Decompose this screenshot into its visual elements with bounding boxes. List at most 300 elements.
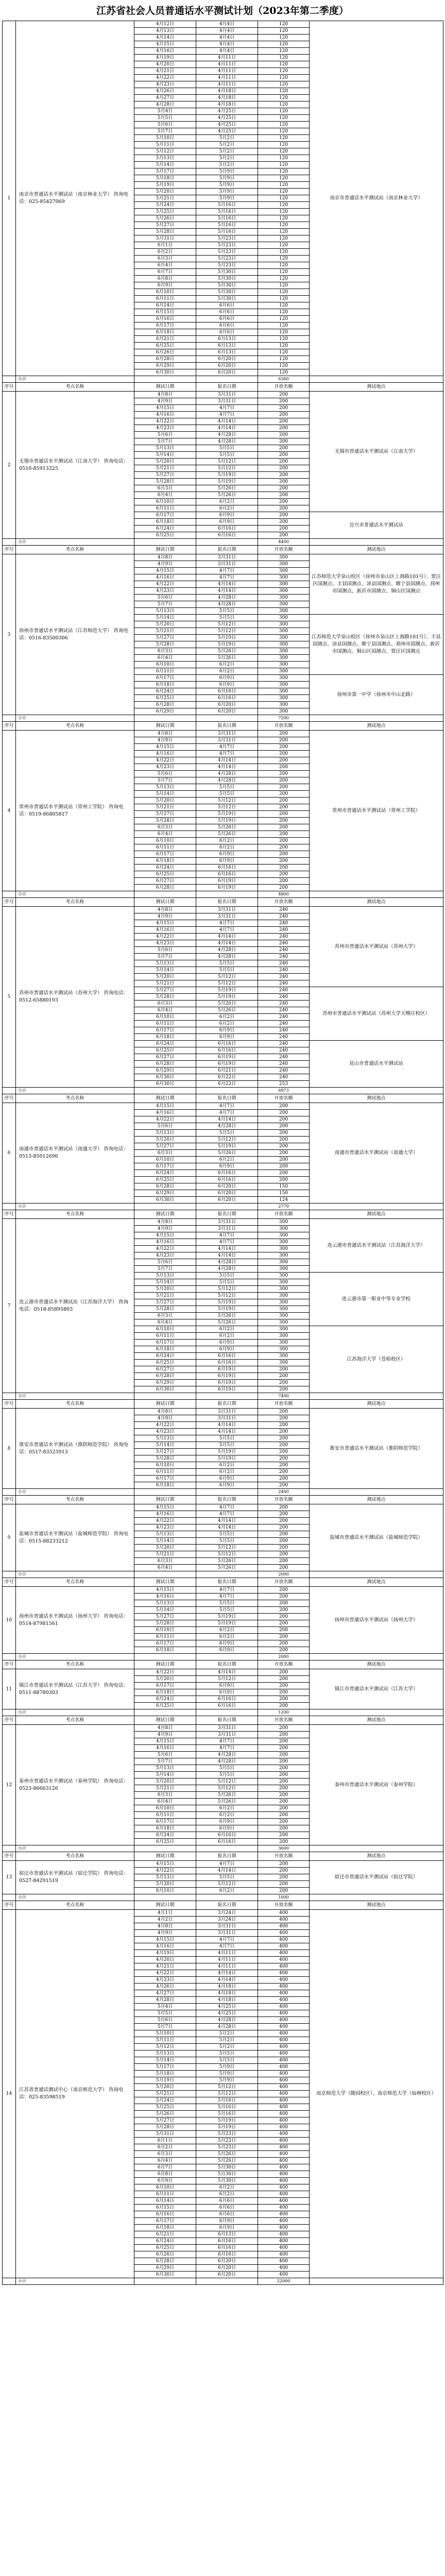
- header-quota: 开放名额: [258, 1496, 310, 1504]
- test-date: 4月27日: [134, 95, 196, 101]
- signup-date: 5月19日: [196, 994, 258, 1001]
- quota: 120: [258, 202, 310, 209]
- center-number: 4: [3, 731, 16, 891]
- center-number: 14: [3, 1910, 16, 2278]
- test-date: 5月13日: [134, 1765, 196, 1772]
- header-location: 测试地点: [310, 1496, 443, 1504]
- center-number: 10: [3, 1587, 16, 1654]
- quota: 120: [258, 309, 310, 316]
- signup-date: 5月26日: [196, 492, 258, 499]
- subtotal-no: [3, 891, 16, 898]
- test-date: 4月22日: [134, 934, 196, 940]
- test-date: 6月9日: [134, 2178, 196, 2184]
- subtotal-no: [3, 1709, 16, 1716]
- signup-date: 5月12日: [196, 1286, 258, 1293]
- signup-date: 3月31日: [196, 731, 258, 737]
- signup-date: 6月16日: [196, 526, 258, 532]
- quota: 400: [258, 2104, 310, 2111]
- test-date: 6月30日: [134, 369, 196, 376]
- signup-date: 5月26日: [196, 485, 258, 492]
- center-number: 5: [3, 907, 16, 1088]
- signup-date: 6月20日: [196, 363, 258, 369]
- quota: 200: [258, 1832, 310, 1839]
- center-number: 11: [3, 1669, 16, 1709]
- test-date: 6月4日: [134, 1565, 196, 1571]
- subtotal-row: [3, 1654, 443, 1660]
- signup-date: 4月25日: [196, 2010, 258, 2017]
- signup-date: 5月19日: [196, 1614, 258, 1620]
- signup-date: 6月21日: [196, 1067, 258, 1074]
- subtotal-no: [3, 1894, 16, 1901]
- table-row: [3, 1409, 443, 1415]
- header-signup-date: 报名日期: [196, 1901, 258, 1910]
- signup-date: 4月7日: [196, 920, 258, 927]
- signup-date: 4月14日: [196, 1116, 258, 1123]
- test-location: 淮安市普通话水平测试站（淮阴师范学院）: [310, 1409, 443, 1489]
- subtotal-row: [3, 715, 443, 722]
- center-number: 2: [3, 392, 16, 539]
- test-date: 4月8日: [134, 1725, 196, 1732]
- test-date: 6月11日: [134, 844, 196, 851]
- signup-date: 6月2日: [196, 1462, 258, 1469]
- signup-date: 5月2日: [196, 2037, 258, 2044]
- test-date: 5月20日: [134, 1676, 196, 1683]
- subtotal-row: [3, 1845, 443, 1852]
- signup-date: 5月5日: [196, 1538, 258, 1545]
- subtotal-blank: [134, 1845, 196, 1852]
- signup-date: 6月16日: [196, 1360, 258, 1366]
- signup-date: 4月11日: [196, 61, 258, 68]
- test-date: 5月14日: [134, 967, 196, 974]
- signup-date: 6月2日: [196, 838, 258, 844]
- signup-date: 6月22日: [196, 1081, 258, 1088]
- signup-date: 4月11日: [196, 68, 258, 75]
- test-date: 5月21日: [134, 804, 196, 811]
- test-date: 5月17日: [134, 2064, 196, 2071]
- quota: 200: [258, 1538, 310, 1545]
- signup-date: 6月16日: [196, 2245, 258, 2251]
- signup-date: 5月16日: [196, 202, 258, 209]
- quota: 253: [258, 1081, 310, 1088]
- table-row: [3, 907, 443, 913]
- quota: 240: [258, 1001, 310, 1007]
- subtotal-value: 7400: [258, 1393, 310, 1400]
- test-date: 6月10日: [134, 1014, 196, 1021]
- header-test-date: 测试日期: [134, 1094, 196, 1103]
- test-date: 6月25日: [134, 343, 196, 349]
- signup-date: 4月7日: [196, 1587, 258, 1594]
- quota: 400: [258, 1910, 310, 1917]
- test-date: 5月10日: [134, 2030, 196, 2037]
- header-no: 序号: [3, 546, 16, 554]
- signup-date: 6月2日: [196, 1634, 258, 1640]
- signup-date: 3月31日: [196, 1732, 258, 1738]
- quota: 400: [258, 2024, 310, 2030]
- signup-date: 6月9日: [196, 1034, 258, 1041]
- header-quota: 开放名额: [258, 1852, 310, 1861]
- test-date: 5月28日: [134, 1455, 196, 1462]
- test-date: 5月6日: [134, 432, 196, 438]
- quota: 120: [258, 68, 310, 75]
- test-date: 4月1日: [134, 1910, 196, 1917]
- header-center: 考点名称: [16, 1094, 134, 1103]
- quota: 300: [258, 615, 310, 621]
- test-date: 6月17日: [134, 323, 196, 329]
- signup-date: 5月9日: [196, 189, 258, 195]
- quota: 240: [258, 1014, 310, 1021]
- signup-date: 4月7日: [196, 1239, 258, 1246]
- quota: 120: [258, 302, 310, 309]
- signup-date: 5月5日: [196, 784, 258, 791]
- quota: 200: [258, 1805, 310, 1812]
- quota: 300: [258, 1293, 310, 1299]
- quota: 200: [258, 791, 310, 798]
- quota: 200: [258, 532, 310, 539]
- subtotal-value: 6973: [258, 1088, 310, 1094]
- quota: 200: [258, 1587, 310, 1594]
- quota: 400: [258, 2265, 310, 2272]
- quota: 120: [258, 209, 310, 215]
- quota: 400: [258, 2198, 310, 2205]
- test-date: 5月14日: [134, 615, 196, 621]
- signup-date: 6月6日: [196, 302, 258, 309]
- quota: 124: [258, 1197, 310, 1204]
- header-signup-date: 报名日期: [196, 1496, 258, 1504]
- signup-date: 4月18日: [196, 1984, 258, 1990]
- subtotal-label: 小计: [16, 1709, 134, 1716]
- quota: 400: [258, 2010, 310, 2017]
- quota: 400: [258, 2231, 310, 2238]
- quota: 300: [258, 1333, 310, 1340]
- subtotal-blank: [134, 376, 196, 383]
- subtotal-value: 2000: [258, 1654, 310, 1660]
- quota: 200: [258, 1462, 310, 1469]
- quota: 120: [258, 135, 310, 142]
- subtotal-blank: [196, 1204, 258, 1210]
- quota: 400: [258, 2030, 310, 2037]
- subtotal-blank: [134, 1894, 196, 1901]
- quota: 400: [258, 2171, 310, 2178]
- test-location: 南京市普通话水平测试站（南京林业大学）: [310, 21, 443, 376]
- signup-date: 4月7日: [196, 744, 258, 751]
- quota: 120: [258, 195, 310, 202]
- signup-date: 4月14日: [196, 1669, 258, 1676]
- signup-date: 6月9日: [196, 1476, 258, 1482]
- subtotal-blank: [196, 2278, 258, 2285]
- signup-date: 5月30日: [196, 296, 258, 302]
- test-date: 6月27日: [134, 878, 196, 885]
- test-date: 4月23日: [134, 1977, 196, 1984]
- signup-date: 3月31日: [196, 1415, 258, 1422]
- header-quota: 开放名额: [258, 722, 310, 731]
- header-signup-date: 报名日期: [196, 1852, 258, 1861]
- test-date: 5月6日: [134, 771, 196, 777]
- subtotal-blank: [310, 1088, 443, 1094]
- test-date: 4月16日: [134, 48, 196, 55]
- header-signup-date: 报名日期: [196, 383, 258, 392]
- test-date: 6月3日: [134, 2151, 196, 2158]
- center-number: 6: [3, 1103, 16, 1204]
- subtotal-blank: [310, 891, 443, 898]
- header-row: [3, 383, 443, 392]
- test-date: 5月13日: [134, 784, 196, 791]
- test-date: 6月3日: [134, 1558, 196, 1565]
- signup-date: 5月26日: [196, 1007, 258, 1014]
- header-test-date: 测试日期: [134, 1901, 196, 1910]
- test-date: 6月3日: [134, 824, 196, 831]
- test-date: 6月25日: [134, 1703, 196, 1709]
- signup-date: 6月20日: [196, 708, 258, 715]
- signup-date: 4月28日: [196, 771, 258, 777]
- signup-date: 3月31日: [196, 737, 258, 744]
- quota: 200: [258, 1449, 310, 1455]
- quota: 300: [258, 1313, 310, 1319]
- test-date: 4月23日: [134, 1252, 196, 1259]
- header-signup-date: 报名日期: [196, 1210, 258, 1219]
- test-date: 6月18日: [134, 858, 196, 865]
- test-date: 4月16日: [134, 927, 196, 934]
- header-center: 考点名称: [16, 1660, 134, 1669]
- test-date: 6月4日: [134, 831, 196, 838]
- signup-date: 5月19日: [196, 1306, 258, 1313]
- signup-date: 6月9日: [196, 2218, 258, 2225]
- signup-date: 6月16日: [196, 1703, 258, 1709]
- test-date: 6月24日: [134, 526, 196, 532]
- header-quota: 开放名额: [258, 1400, 310, 1409]
- quota: 300: [258, 695, 310, 702]
- test-date: 5月12日: [134, 148, 196, 155]
- header-row: [3, 898, 443, 907]
- quota: 300: [258, 1299, 310, 1306]
- center-name: 镇江市普通话水平测试站（江苏大学） 咨询电话：0511-88780303: [16, 1669, 134, 1709]
- subtotal-row: [3, 1709, 443, 1716]
- test-date: 6月29日: [134, 1067, 196, 1074]
- header-center: 考点名称: [16, 898, 134, 907]
- quota: 200: [258, 1150, 310, 1157]
- signup-date: 6月9日: [196, 682, 258, 688]
- test-date: 4月15日: [134, 1103, 196, 1110]
- signup-date: 6月20日: [196, 1183, 258, 1190]
- subtotal-row: [3, 1894, 443, 1901]
- quota: 200: [258, 1861, 310, 1868]
- quota: 400: [258, 2245, 310, 2251]
- quota: 120: [258, 229, 310, 235]
- signup-date: 3月31日: [196, 1930, 258, 1937]
- quota: 300: [258, 641, 310, 648]
- test-date: 4月16日: [134, 1745, 196, 1752]
- test-date: 6月29日: [134, 708, 196, 715]
- quota: 240: [258, 967, 310, 974]
- quota: 120: [258, 289, 310, 296]
- test-date: 5月6日: [134, 947, 196, 954]
- test-date: 5月20日: [134, 1286, 196, 1293]
- quota: 400: [258, 2044, 310, 2050]
- header-signup-date: 报名日期: [196, 546, 258, 554]
- signup-date: 5月12日: [196, 980, 258, 987]
- quota: 200: [258, 838, 310, 844]
- header-quota: 开放名额: [258, 1660, 310, 1669]
- quota: 400: [258, 1943, 310, 1950]
- quota: 400: [258, 2225, 310, 2231]
- quota: 120: [258, 48, 310, 55]
- signup-date: 5月5日: [196, 960, 258, 967]
- test-date: 5月19日: [134, 2077, 196, 2084]
- test-date: 6月25日: [134, 1177, 196, 1183]
- quota: 200: [258, 764, 310, 771]
- quota: 300: [258, 635, 310, 641]
- test-date: 6月2日: [134, 2144, 196, 2151]
- signup-date: 4月28日: [196, 777, 258, 784]
- signup-date: 3月31日: [196, 561, 258, 568]
- quota: 400: [258, 1984, 310, 1990]
- test-date: 6月11日: [134, 296, 196, 302]
- test-date: 5月26日: [134, 2111, 196, 2117]
- signup-date: 6月16日: [196, 2238, 258, 2245]
- test-date: 4月22日: [134, 581, 196, 588]
- signup-date: 5月19日: [196, 479, 258, 485]
- center-name: 常州市普通话水平测试站（常州工学院） 咨询电话：0519-86805817: [16, 731, 134, 891]
- subtotal-blank: [310, 376, 443, 383]
- test-location: 连云港市普通话水平测试站（江苏海洋大学）: [310, 1219, 443, 1273]
- test-date: 6月16日: [134, 2211, 196, 2218]
- signup-date: 6月16日: [196, 1832, 258, 1839]
- signup-date: 4月14日: [196, 1977, 258, 1984]
- quota: 200: [258, 1442, 310, 1449]
- test-date: 4月15日: [134, 1861, 196, 1868]
- quota: 400: [258, 2071, 310, 2077]
- signup-date: 4月11日: [196, 81, 258, 88]
- test-date: 5月25日: [134, 209, 196, 215]
- quota: 120: [258, 329, 310, 336]
- signup-date: 6月2日: [196, 1021, 258, 1027]
- test-date: 6月18日: [134, 2225, 196, 2231]
- header-no: 序号: [3, 1094, 16, 1103]
- test-date: 6月3日: [134, 256, 196, 262]
- test-date: 5月6日: [134, 2017, 196, 2024]
- header-location: 测试地点: [310, 1660, 443, 1669]
- quota: 200: [258, 818, 310, 824]
- quota: 400: [258, 2218, 310, 2225]
- quota: 200: [258, 479, 310, 485]
- test-date: 5月28日: [134, 1620, 196, 1627]
- test-location: 盐城市普通话水平测试站（盐城师范学院）: [310, 1504, 443, 1571]
- quota: 300: [258, 1340, 310, 1346]
- quota: 200: [258, 398, 310, 405]
- test-date: 5月7日: [134, 1266, 196, 1273]
- test-date: 6月10日: [134, 2184, 196, 2191]
- signup-date: 5月5日: [196, 615, 258, 621]
- test-date: 5月27日: [134, 472, 196, 479]
- quota: 400: [258, 1977, 310, 1984]
- test-date: 5月20日: [134, 621, 196, 628]
- signup-date: 5月2日: [196, 148, 258, 155]
- quota: 240: [258, 994, 310, 1001]
- quota: 400: [258, 2050, 310, 2057]
- test-date: 6月25日: [134, 1047, 196, 1054]
- quota: 200: [258, 1511, 310, 1518]
- subtotal-blank: [134, 715, 196, 722]
- signup-date: 5月5日: [196, 1273, 258, 1279]
- test-date: 6月17日: [134, 1476, 196, 1482]
- quota: 200: [258, 1600, 310, 1607]
- signup-date: 4月7日: [196, 1738, 258, 1745]
- test-date: 4月23日: [134, 1429, 196, 1435]
- test-date: 6月26日: [134, 2251, 196, 2258]
- test-date: 5月11日: [134, 142, 196, 148]
- test-date: 4月28日: [134, 101, 196, 108]
- subtotal-no: [3, 539, 16, 546]
- quota: 200: [258, 784, 310, 791]
- quota: 240: [258, 960, 310, 967]
- center-number: 3: [3, 554, 16, 715]
- test-date: 4月23日: [134, 940, 196, 947]
- signup-date: 4月14日: [196, 764, 258, 771]
- quota: 120: [258, 88, 310, 95]
- subtotal-blank: [196, 1393, 258, 1400]
- signup-date: 5月5日: [196, 445, 258, 452]
- header-location: 测试地点: [310, 1578, 443, 1587]
- quota: 120: [258, 168, 310, 175]
- quota: 200: [258, 1386, 310, 1393]
- quota: 300: [258, 1232, 310, 1239]
- signup-date: 5月23日: [196, 235, 258, 242]
- header-center: 考点名称: [16, 1901, 134, 1910]
- header-no: 序号: [3, 1400, 16, 1409]
- signup-date: 4月4日: [196, 28, 258, 35]
- signup-date: 5月12日: [196, 1881, 258, 1888]
- test-date: 5月31日: [134, 235, 196, 242]
- signup-date: 4月7日: [196, 751, 258, 757]
- quota: 240: [258, 927, 310, 934]
- test-date: 4月15日: [134, 1504, 196, 1511]
- signup-date: 4月28日: [196, 1758, 258, 1765]
- quota: 300: [258, 688, 310, 695]
- test-date: 5月13日: [134, 1531, 196, 1538]
- quota: 200: [258, 1696, 310, 1703]
- signup-date: 5月12日: [196, 621, 258, 628]
- header-center: 考点名称: [16, 1210, 134, 1219]
- quota: 200: [258, 1765, 310, 1772]
- test-date: 6月18日: [134, 1825, 196, 1832]
- header-center: 考点名称: [16, 722, 134, 731]
- subtotal-no: [3, 1845, 16, 1852]
- test-date: 6月28日: [134, 1373, 196, 1380]
- subtotal-row: [3, 1571, 443, 1578]
- test-date: 4月8日: [134, 907, 196, 913]
- signup-date: 4月11日: [196, 1950, 258, 1957]
- signup-date: 6月16日: [196, 695, 258, 702]
- signup-date: 5月9日: [196, 168, 258, 175]
- test-location: 江苏海洋大学（苍梧校区）: [310, 1326, 443, 1393]
- test-date: 5月17日: [134, 168, 196, 175]
- test-location: 苏州市普通话水平测试站（苏州大学）: [310, 907, 443, 987]
- test-plan-body: [3, 21, 443, 2285]
- quota: 300: [258, 675, 310, 682]
- signup-date: 5月23日: [196, 2131, 258, 2138]
- quota: 200: [258, 811, 310, 818]
- subtotal-blank: [196, 1894, 258, 1901]
- signup-date: 5月26日: [196, 824, 258, 831]
- signup-date: 6月6日: [196, 309, 258, 316]
- test-date: 4月9日: [134, 1226, 196, 1232]
- signup-date: 5月5日: [196, 1531, 258, 1538]
- quota: 400: [258, 1990, 310, 1997]
- subtotal-blank: [134, 1393, 196, 1400]
- signup-date: 5月9日: [196, 2071, 258, 2077]
- subtotal-no: [3, 2278, 16, 2285]
- quota: 400: [258, 2117, 310, 2124]
- quota: 200: [258, 1177, 310, 1183]
